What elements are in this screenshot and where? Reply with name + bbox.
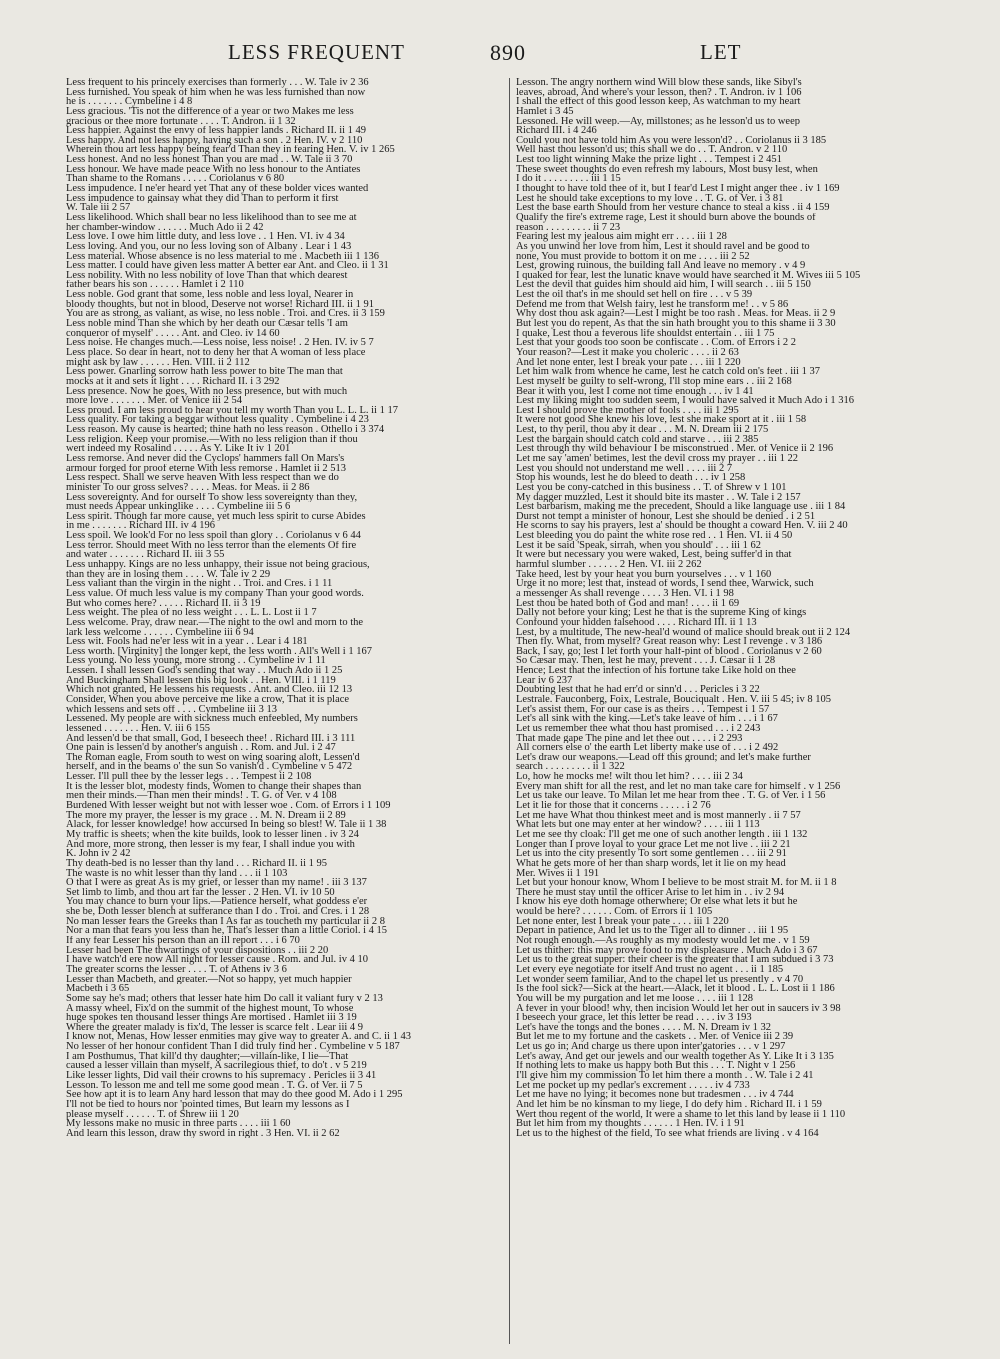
entry-line: I am Posthumus, That kill'd thy daughter;—villain-like, I lie—That: [66, 1051, 349, 1062]
entry-line: Less power. Gnarling sorrow hath less power to bite The man that: [66, 367, 343, 377]
entry-line: Back, I say, go; lest I let forth your half-pint of blood . Coriolanus v 2 60: [516, 646, 822, 657]
entry-line: Lest you be cony-catched in this business . . T. of Shrew v 1 101: [516, 482, 787, 493]
entry-line: My traffic is sheets; when the kite builds, look to lesser linen . iv 3 24: [66, 829, 359, 840]
entry-line: lessened . . . . . . . Hen. V. iii 6 155: [66, 723, 210, 734]
entry-line: These sweet thoughts do even refresh my labours, Most busy lest, when: [516, 164, 818, 175]
entry-line: huge spokes ten thousand lesser things Are mortised . Hamlet iii 3 19: [66, 1013, 357, 1023]
entry-line: Lesser. I'll pull thee by the lesser legs . . . Tempest ii 2 108: [66, 772, 312, 782]
entry-line: please myself . . . . . . T. of Shrew iii 1 20: [66, 1109, 239, 1120]
entry-line: I shall the effect of this good lesson keep, As watchman to my heart: [516, 97, 801, 107]
entry-line: See how apt it is to learn Any hard lesson that may do thee good M. Ado i 1 295: [66, 1090, 403, 1100]
entry-line: Alack, for lesser knowledge! how accursed In being so blest! W. Tale ii 1 38: [66, 820, 387, 830]
entry-line: Less love. I owe him little duty, and less love . . 1 Hen. VI. iv 4 34: [66, 232, 345, 242]
entry-line: You may chance to burn your lips.—Patience herself, what goddess e'er: [66, 897, 368, 908]
entry-line: bloody thoughts, but not in blood, Deserve not worse! Richard III. ii 1 91: [66, 299, 374, 310]
entry-line: And more, more strong, then lesser is my fear, I shall indue you with: [66, 839, 355, 850]
entry-line: Lesser than Macbeth, and greater.—Not so happy, yet much happier: [66, 974, 352, 985]
left-column: [66, 78, 503, 1138]
entry-line: No lesser of her honour confident Than I did truly find her . Cymbeline v 5 187: [66, 1042, 400, 1052]
entry-line: Set limb to limb, and thou art far the lesser . 2 Hen. VI. iv 10 50: [66, 887, 335, 898]
entry-line: reason . . . . . . . . . ii 7 23: [516, 222, 621, 233]
entry-line: Let it lie for those that it concerns . . . . . i 2 76: [516, 801, 711, 811]
entry-line: Less religion. Keep your promise.—With no less religion than if thou: [66, 434, 358, 445]
entry-line: Less noise. He changes much.—Less noise, less noise! . 2 Hen. IV. iv 5 7: [66, 338, 374, 348]
entry-line: armour forged for proof eterne With less remorse . Hamlet ii 2 513: [66, 463, 346, 474]
entry-line: It were not good She knew his love, lest she make sport at it . iii 1 58: [516, 415, 807, 426]
entry-line: Confound your hidden falsehood . . . . Richard III. ii 1 13: [516, 617, 757, 628]
entry-line: Lest that your goods too soon be confiscate . . Com. of Errors i 2 2: [516, 338, 796, 348]
entry-line: lark less welcome . . . . . . Cymbeline iii 6 94: [66, 627, 254, 638]
entry-line: Wherein thou art less happy being fear'd Than they in fearing Hen. V. iv 1 265: [66, 145, 395, 156]
entry-line: Less value. Of much less value is my company Than your good words.: [66, 588, 364, 599]
entry-line: Let's draw our weapons.—Lead off this ground; and let's make further: [516, 752, 811, 763]
entry-line: Lest I should prove the mother of fools . . . . iii 1 295: [516, 405, 739, 416]
entry-line: Lest too light winning Make the prize light . . . Tempest i 2 451: [516, 155, 782, 165]
entry-line: A fever in your blood! why, then incision Would let her out in saucers iv 3 98: [516, 1003, 841, 1014]
entry-line: Defend me from that Welsh fairy, lest he transform me! . . v 5 86: [516, 299, 789, 310]
entry-line: All corners else o' the earth Let liberty make use of . . . i 2 492: [516, 743, 779, 753]
entry-line: And Buckingham Shall lessen this big look . . Hen. VIII. i 1 119: [66, 675, 336, 686]
entry-line: I beseech your grace, let this letter be read . . . . iv 3 193: [516, 1013, 752, 1023]
entry-line: My lessons make no music in three parts . . . . iii 1 60: [66, 1119, 291, 1129]
entry-line: But lest you do repent, As that the sin hath brought you to this shame ii 3 30: [516, 319, 836, 329]
entry-line: Less quality. For taking a beggar without less quality . Cymbeline i 4 23: [66, 415, 369, 426]
entry-line: Lest the bargain should catch cold and starve . . . iii 2 385: [516, 434, 759, 445]
entry-line: Lessen. I shall lessen God's sending that way . . Much Ado ii 1 25: [66, 666, 343, 676]
entry-line: Lest he should take exceptions to my love . . T. G. of Ver. i 3 81: [516, 193, 784, 204]
entry-line: A massy wheel, Fix'd on the summit of the highest mount, To whose: [66, 1003, 354, 1014]
entry-line: Let us thither: this may prove food to my displeasure . Much Ado i 3 67: [516, 945, 818, 956]
entry-line: I have watch'd ere now All night for lesser cause . Rom. and Jul. iv 4 10: [66, 955, 368, 965]
entry-line: Less respect. Shall we serve heaven With less respect than we do: [66, 473, 339, 483]
entry-line: One pain is lessen'd by another's anguish . . Rom. and Jul. i 2 47: [66, 743, 336, 753]
entry-line: Less frequent to his princely exercises than formerly . . . W. Tale iv 2 36: [66, 78, 369, 88]
entry-line: Could you not have told him As you were lesson'd? . . Coriolanus ii 3 185: [516, 135, 827, 146]
entry-line: Less weight. The plea of no less weight . . . L. L. Lost ii 1 7: [66, 608, 317, 618]
entry-line: I know not, Menas, How lesser enmities may give way to greater A. and C. ii 1 43: [66, 1032, 411, 1043]
entry-line: But let him from my thoughts . . . . . . 1 Hen. IV. i 1 91: [516, 1119, 745, 1129]
entry-line: Lest you should not understand me well . . . . iii 2 7: [516, 463, 733, 474]
entry-line: Less proud. I am less proud to hear you tell my worth Than you L. L. L. ii 1 17: [66, 405, 398, 416]
entry-line: Less spoil. We look'd For no less spoil than glory . . Coriolanus v 6 44: [66, 531, 361, 541]
entry-line: Well hast thou lesson'd us; this shall we do . . T. Andron. v 2 110: [516, 145, 788, 156]
entry-line: Lessoned. He will weep.—Ay, millstones; as he lesson'd us to weep: [516, 116, 800, 127]
entry-line: K. John iv 2 42: [66, 849, 131, 859]
entry-line: Bear it with you, lest I come not time enough . . . iv 1 41: [516, 386, 754, 397]
entry-line: Less honour. We have made peace With no less honour to the Antiates: [66, 164, 361, 175]
entry-line: I know his eye doth homage otherwhere; Or else what lets it but he: [516, 897, 798, 908]
entry-line: The Roman eagle, From south to west on wing soaring aloft, Lessen'd: [66, 752, 360, 763]
running-head-left: LESS FREQUENT: [228, 40, 405, 64]
entry-line: conqueror of myself' . . . . . Ant. and Cleo. iv 14 60: [66, 328, 280, 339]
entry-line: minister To our gross selves? . . . . Meas. for Meas. ii 2 86: [66, 482, 310, 493]
entry-line: Less furnished. You speak of him when he was less furnished than now: [66, 87, 366, 98]
entry-line: Less sovereignty. And for ourself To show less sovereignty than they,: [66, 492, 358, 503]
entry-line: Let's all sink with the king.—Let's take leave of him . . . i 1 67: [516, 714, 778, 724]
entry-line: gracious or thee more fortunate . . . . T. Andron. ii 1 32: [66, 116, 296, 127]
entry-line: Let every eye negotiate for itself And trust no agent . . . ii 1 185: [516, 964, 784, 975]
entry-line: Less honest. And no less honest Than you are mad . . W. Tale ii 3 70: [66, 155, 353, 165]
entry-line: must needs Appear unkinglike . . . . Cymbeline iii 5 6: [66, 502, 291, 512]
entry-line: Let but your honour know, Whom I believe to be most strait M. for M. ii 1 8: [516, 878, 837, 888]
entry-line: Less presence. Now he goes, With no less presence, but with much: [66, 386, 348, 397]
entry-line: mocks at it and sets it light . . . . Richard II. i 3 292: [66, 376, 280, 387]
entry-line: Let us to the highest of the field, To see what friends are living . v 4 164: [516, 1128, 819, 1139]
entry-line: Less matter. I could have given less matter A better ear Ant. and Cleo. ii 1 31: [66, 261, 389, 271]
entry-line: Where the greater malady is fix'd, The lesser is scarce felt . Lear iii 4 9: [66, 1022, 364, 1033]
entry-line: And learn this lesson, draw thy sword in right . 3 Hen. VI. ii 2 62: [66, 1128, 340, 1139]
entry-line: As you unwind her love from him, Lest it should ravel and be good to: [516, 241, 810, 252]
entry-line: Thy death-bed is no lesser than thy land . . . Richard II. ii 1 95: [66, 858, 327, 869]
entry-line: Lestrale. Fauconberg, Foix, Lestrale, Bouciqualt . Hen. V. iii 5 45; iv 8 105: [516, 695, 831, 705]
entry-line: Let him walk from whence he came, lest he catch cold on's feet . iii 1 37: [516, 367, 820, 377]
entry-line: And let him be no kinsman to my liege, I do defy him . Richard II. i 1 59: [516, 1099, 822, 1110]
entry-line: No man lesser fears the Greeks than I As far as toucheth my particular ii 2 8: [66, 916, 385, 927]
entry-line: Let's have the tongs and the bones . . . . M. N. Dream iv 1 32: [516, 1022, 772, 1033]
entry-line: Less welcome. Pray, draw near.—The night to the owl and morn to the: [66, 617, 364, 628]
entry-line: Lesser had been The thwartings of your dispositions . . iii 2 20: [66, 945, 329, 956]
entry-line: The greater scorns the lesser . . . . T. of Athens iv 3 6: [66, 964, 287, 975]
entry-line: Less worth. [Virginity] the longer kept, the less worth . All's Well i 1 167: [66, 646, 372, 657]
entry-line: Less gracious. 'Tis not the difference of a year or two Makes me less: [66, 106, 354, 117]
entry-line: Less valiant than the virgin in the night . . Troi. and Cres. i 1 11: [66, 579, 333, 589]
entry-line: Some say he's mad; others that lesser hate him Do call it valiant fury v 2 13: [66, 993, 383, 1004]
entry-line: Wert thou regent of the world, It were a shame to let this land by lease ii 1 110: [516, 1109, 846, 1120]
entry-line: Not rough enough.—As roughly as my modesty would let me . v 1 59: [516, 936, 810, 946]
entry-line: Let me pocket up my pedlar's excrement . . . . . iv 4 733: [516, 1080, 750, 1091]
entry-line: would be here? . . . . . . Com. of Errors ii 1 105: [516, 907, 713, 917]
entry-line: Macbeth i 3 65: [66, 984, 130, 994]
entry-line: Less noble. God grant that some, less noble and less loyal, Nearer in: [66, 290, 354, 300]
entry-line: There he must stay until the officer Arise to let him in . . iv 2 94: [516, 887, 785, 898]
entry-line: a messenger As shall revenge . . . . 3 Hen. VI. i 1 98: [516, 588, 734, 599]
entry-line: might ask by law . . . . . . Hen. VIII. ii 2 112: [66, 357, 250, 368]
entry-line: Which not granted, He lessens his requests . Ant. and Cleo. iii 12 13: [66, 685, 353, 695]
running-head-right: LET: [700, 40, 742, 64]
entry-line: leaves, abroad, And where's your lesson, then? . T. Andron. iv 1 106: [516, 87, 802, 98]
entry-line: That made gape The pine and let thee out . . . . i 2 293: [516, 733, 743, 744]
entry-line: Let wonder seem familiar, And to the chapel let us presently . v 4 70: [516, 974, 804, 985]
entry-line: Lo, how he mocks me! wilt thou let him? . . . . iii 2 34: [516, 772, 743, 782]
entry-line: Consider, When you above perceive me like a crow, That it is place: [66, 695, 350, 705]
entry-line: Depart in patience, And let us to the Tiger all to dinner . . iii 1 95: [516, 926, 789, 937]
entry-line: But who comes here? . . . . . Richard II. ii 3 19: [66, 598, 261, 609]
entry-line: and water . . . . . . . Richard II. iii 3 55: [66, 550, 225, 561]
entry-line: Lest the base earth Should from her vesture chance to steal a kiss . ii 4 159: [516, 203, 830, 213]
entry-line: Dally not before your king; Lest he that is the supreme King of kings: [516, 608, 807, 618]
entry-line: Lest, growing ruinous, the building fall And leave no memory . v 4 9: [516, 261, 806, 271]
entry-line: It is the lesser blot, modesty finds, Women to change their shapes than: [66, 781, 362, 792]
entry-line: What he gets more of her than sharp words, let it lie on my head: [516, 858, 786, 869]
entry-line: Mer. Wives ii 1 191: [516, 868, 600, 879]
entry-line: Less impudence to gainsay what they did Than to perform it first: [66, 193, 339, 204]
entry-line: Why dost thou ask again?—Lest I might be too rash . Meas. for Meas. ii 2 9: [516, 309, 836, 320]
entry-line: The waste is no whit lesser than thy land . . . ii 1 103: [66, 868, 288, 879]
entry-line: she be, Doth lesser blench at sufferance than I do . Troi. and Cres. i 1 28: [66, 907, 370, 917]
entry-line: Hamlet i 3 45: [516, 106, 574, 117]
entry-line: Let us remember thee what thou hast promised . . . i 2 243: [516, 723, 761, 734]
entry-line: her chamber-window . . . . . . Much Ado ii 2 42: [66, 222, 264, 233]
entry-line: O that I were as great As is my grief, or lesser than my name! . iii 3 137: [66, 878, 367, 888]
entry-line: wert indeed my Rosalind . . . . . As Y. Like It iv 1 201: [66, 444, 291, 454]
entry-line: Less wit. Fools had ne'er less wit in a year . . Lear i 4 181: [66, 637, 308, 647]
entry-line: Let me have no lying; it becomes none but tradesmen . . . iv 4 744: [516, 1090, 794, 1100]
entry-line: Less young. No less young, more strong . . Cymbeline iv 1 11: [66, 656, 326, 667]
entry-line: Let us go in; And charge us there upon inter'gatories . . . v 1 297: [516, 1042, 786, 1052]
entry-line: I do it . . . . . . . . . iii 1 15: [516, 174, 621, 185]
entry-line: Less nobility. With no less nobility of love Than that which dearest: [66, 270, 348, 281]
column-divider: [509, 78, 510, 1344]
entry-line: Less unhappy. Kings are no less unhappy, their issue not being gracious,: [66, 560, 370, 570]
entry-line: Lear iv 6 237: [516, 675, 573, 686]
entry-line: Let us into the city presently To sort some gentlemen . . . iii 2 91: [516, 849, 787, 859]
entry-line: father bears his son . . . . . . Hamlet i 2 110: [66, 280, 244, 291]
entry-line: You are as strong, as valiant, as wise, no less noble . Troi. and Cres. ii 3 159: [66, 309, 385, 320]
entry-line: Lest myself be guilty to self-wrong, I'll stop mine ears . . iii 2 168: [516, 376, 792, 387]
entry-line: Lest barbarism, making me the precedent, Should a like language use . iii 1 84: [516, 502, 846, 512]
entry-line: Is the fool sick?—Sick at the heart.—Alack, let it blood . L. L. Lost ii 1 186: [516, 984, 835, 994]
entry-line: men their minds.—Than men their minds! . T. G. of Ver. v 4 108: [66, 791, 337, 802]
entry-line: Let none enter, lest I break your pate . . . . iii 1 220: [516, 916, 729, 927]
entry-line: Let me say 'amen' betimes, lest the devil cross my prayer . . iii 1 22: [516, 453, 798, 464]
entry-line: Less reason. My cause is hearted; thine hath no less reason . Othello i 3 374: [66, 425, 385, 435]
entry-line: more love . . . . . . . Mer. of Venice iii 2 54: [66, 396, 242, 406]
entry-line: Let me see thy cloak: I'll get me one of such another length . iii 1 132: [516, 829, 808, 840]
entry-line: Lest bleeding you do paint the white rose red . . 1 Hen. VI. ii 4 50: [516, 531, 793, 541]
entry-line: I thought to have told thee of it, but I fear'd Lest I might anger thee . iv 1 169: [516, 184, 840, 194]
entry-line: So Cæsar may. Then, lest he may, prevent . . . J. Cæsar ii 1 28: [516, 656, 776, 667]
right-column: [516, 78, 962, 1138]
entry-line: Let us take our leave. To Milan let me hear from thee . T. G. of Ver. i 1 56: [516, 791, 826, 802]
entry-line: Hence; Lest that the infection of his fortune take Like hold on thee: [516, 666, 796, 676]
entry-line: Burdened With lesser weight but not with lesser woe . Com. of Errors i 1 109: [66, 801, 391, 811]
entry-line: Less place. So dear in heart, not to deny her that A woman of less place: [66, 347, 366, 358]
entry-line: Less happier. Against the envy of less happier lands . Richard II. ii 1 49: [66, 126, 367, 136]
entry-line: I'll not be tied to hours nor 'pointed times, But learn my lessons as I: [66, 1099, 350, 1110]
entry-line: Let us to the great supper: their cheer is the greater that I am subdued i 3 73: [516, 955, 834, 965]
entry-line: Lessened. My people are with sickness much enfeebled, My numbers: [66, 714, 358, 724]
entry-line: Lest the devil that guides him should aid him, I will search . . iii 5 150: [516, 280, 811, 291]
entry-line: Doubting lest that he had err'd or sinn'd . . . Pericles i 3 22: [516, 685, 760, 695]
entry-line: Less loving. And you, our no less loving son of Albany . Lear i 1 43: [66, 241, 352, 252]
entry-line: Lest it be said 'Speak, sirrah, when you should' . . . iii 1 62: [516, 540, 761, 551]
entry-line: Let's away, And get our jewels and our wealth together As Y. Like It i 3 135: [516, 1051, 834, 1062]
entry-line: Lest the oil that's in me should set hell on fire . . . v 5 39: [516, 290, 753, 300]
entry-line: Nor a man that fears you less than he, That's lesser than a little Coriol. i 4 15: [66, 926, 387, 937]
entry-line: Less remorse. And never did the Cyclops' hammers fall On Mars's: [66, 453, 345, 464]
entry-line: It were but necessary you were waked, Lest, being suffer'd in that: [516, 550, 792, 561]
entry-line: which lessens and sets off . . . . Cymbeline iii 3 13: [66, 704, 277, 715]
entry-line: But let me to my fortune and the caskets . . Mer. of Venice iii 2 39: [516, 1032, 794, 1043]
entry-line: Lest through thy wild behaviour I be misconstrued . Mer. of Venice ii 2 196: [516, 444, 834, 454]
entry-line: Let's assist them, For our case is as theirs . . . Tempest i 1 57: [516, 704, 770, 715]
page-number: 890: [490, 40, 526, 65]
entry-line: Lest, to thy peril, thou aby it dear . . . M. N. Dream iii 2 175: [516, 425, 769, 435]
entry-line: harmful slumber . . . . . . 2 Hen. VI. iii 2 262: [516, 560, 702, 570]
entry-line: Then fly. What, from myself? Great reason why: Lest I revenge . v 3 186: [516, 637, 823, 647]
entry-line: in me . . . . . . . Richard III. iv 4 196: [66, 521, 216, 532]
entry-line: search . . . . . . . . . ii 1 322: [516, 762, 625, 773]
entry-line: Less likelihood. Which shall bear no less likelihood than to see me at: [66, 212, 357, 223]
entry-line: W. Tale iii 2 57: [66, 203, 131, 213]
entry-line: herself, and in the beams o' the sun So vanish'd . Cymbeline v 5 472: [66, 762, 353, 773]
entry-line: Like lesser lights, Did vail their crowns to his supremacy . Pericles ii 3 41: [66, 1070, 377, 1081]
entry-line: Stop his wounds, lest he do bleed to death . . . iv 1 258: [516, 473, 746, 483]
entry-line: Less impudence. I ne'er heard yet That any of these bolder vices wanted: [66, 184, 369, 194]
entry-line: caused a lesser villain than myself, A sacrilegious thief, to do't . v 5 219: [66, 1061, 367, 1071]
entry-line: And let none enter, lest I break your pate . . . iii 1 220: [516, 357, 741, 368]
entry-line: Less spirit. Though far more cause, yet much less spirit to curse Abides: [66, 511, 366, 522]
entry-line: Lesson. To lesson me and tell me some good mean . T. G. of Ver. ii 7 5: [66, 1080, 363, 1091]
entry-line: Less terror. Should meet With no less terror than the elements Of fire: [66, 540, 357, 551]
entry-line: Your reason?—Lest it make you choleric . . . . ii 2 63: [516, 347, 739, 358]
entry-line: Lest thou be hated both of God and man! . . . . ii 1 69: [516, 598, 740, 609]
entry-line: If any fear Lesser his person than an ill report . . . i 6 70: [66, 936, 300, 946]
entry-line: Durst not tempt a minister of honour, Lest she should be denied . i 2 51: [516, 511, 816, 522]
entry-line: I quake, Lest thou a feverous life shouldst entertain . . iii 1 75: [516, 328, 775, 339]
entry-line: Every man shift for all the rest, and let no man take care for himself . v 1 256: [516, 781, 841, 792]
entry-line: You will be my purgation and let me loose . . . . iii 1 128: [516, 993, 754, 1004]
entry-line: none, You must provide to bottom it on me . . . . iii 2 52: [516, 251, 750, 262]
entry-line: I'll give him my commission To let him there a month . . W. Tale i 2 41: [516, 1070, 814, 1081]
entry-line: He scorns to say his prayers, lest a' should be thought a coward Hen. V. iii 2 40: [516, 521, 848, 532]
entry-line: Let me have What thou thinkest meet and is most mannerly . ii 7 57: [516, 810, 801, 821]
entry-line: Qualify the fire's extreme rage, Lest it should burn above the bounds of: [516, 212, 816, 223]
entry-line: My dagger muzzled, Lest it should bite its master . . W. Tale i 2 157: [516, 492, 801, 503]
entry-line: Urge it no more; lest that, instead of words, I send thee, Warwick, such: [516, 579, 814, 589]
entry-line: Lest my liking might too sudden seem, I would have salved it Much Ado i 1 316: [516, 396, 855, 406]
entry-line: Lest, by a multitude, The new-heal'd wound of malice should break out ii 2 124: [516, 627, 851, 638]
entry-line: What lets but one may enter at her window? . . . . iii 1 113: [516, 820, 760, 830]
entry-line: Less happy. And not less happy, having such a son . 2 Hen. IV. v 2 110: [66, 135, 363, 146]
entry-line: Richard III. i 4 246: [516, 126, 597, 136]
entry-line: Fearing lest my jealous aim might err . . . . iii 1 28: [516, 232, 727, 242]
entry-line: Lesson. The angry northern wind Will blow these sands, like Sibyl's: [516, 78, 802, 88]
entry-line: Less material. Whose absence is no less material to me . Macbeth iii 1 136: [66, 251, 379, 262]
entry-line: Longer than I prove loyal to your grace Let me not live . . iii 2 21: [516, 839, 791, 850]
entry-line: If nothing lets to make us happy both But this . . . T. Night v 1 256: [516, 1061, 796, 1071]
entry-line: he is . . . . . . . Cymbeline i 4 8: [66, 97, 193, 107]
entry-line: I quaked for fear, lest the lunatic knave would have searched it M. Wives iii 5 105: [516, 270, 861, 281]
entry-line: And lessen'd be that small, God, I beseech thee! . Richard III. i 3 111: [66, 733, 356, 744]
entry-line: Than shame to the Romans . . . . . Coriolanus v 6 80: [66, 174, 285, 185]
entry-line: than they are in losing them . . . . W. Tale iv 2 29: [66, 569, 271, 580]
entry-line: Less noble mind Than she which by her death our Cæsar tells 'I am: [66, 319, 348, 329]
entry-line: Take heed, lest by your heat you burn yourselves . . . v 1 160: [516, 569, 772, 580]
entry-line: The more my prayer, the lesser is my grace . . M. N. Dream ii 2 89: [66, 810, 346, 821]
